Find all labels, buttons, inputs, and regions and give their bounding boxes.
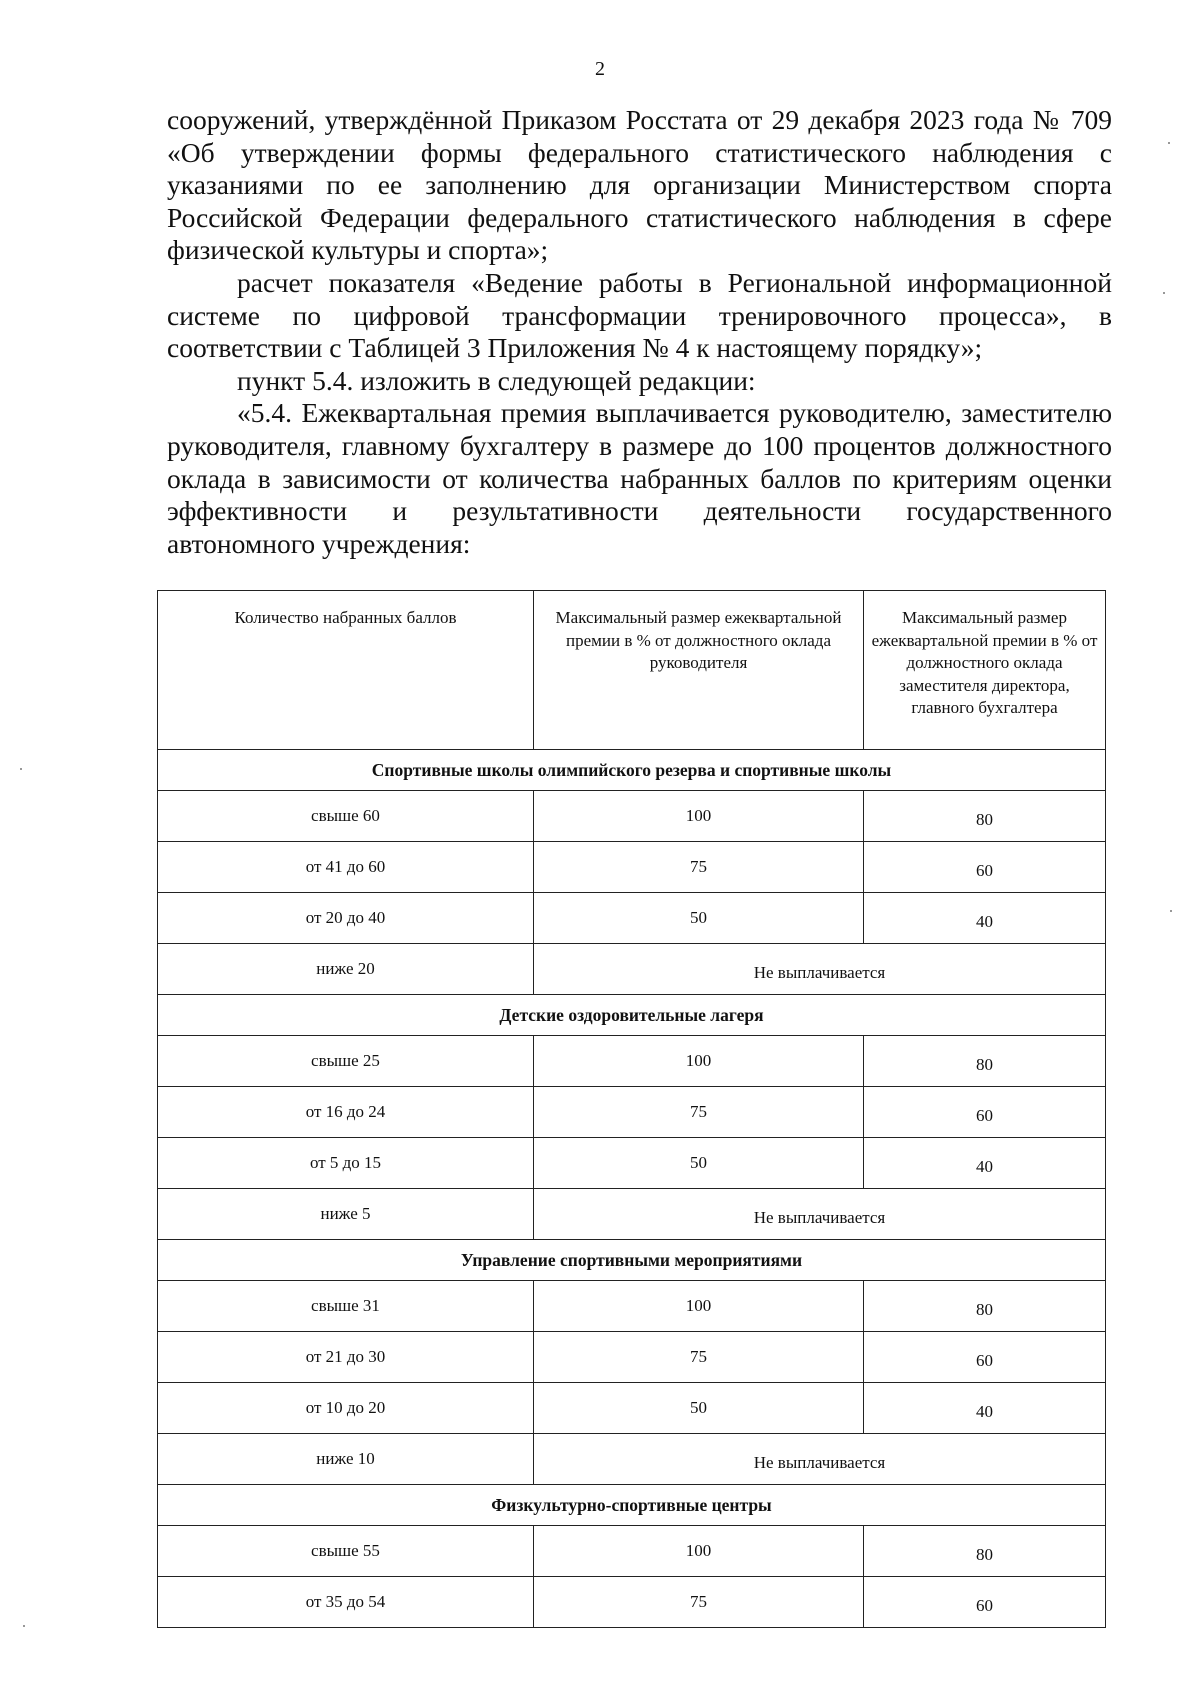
deputy-premium-cell: 80 [864,791,1106,842]
head-premium-cell: 100 [534,1281,864,1332]
table-row [158,1138,1106,1189]
scan-speck [1170,910,1172,912]
table-row [158,1383,1106,1434]
points-cell: свыше 55 [158,1526,534,1577]
deputy-premium-cell: 60 [864,1332,1106,1383]
head-premium-cell: 75 [534,1577,864,1628]
not-paid-cell: Не выплачивается [534,1434,1106,1485]
scan-speck [20,768,22,770]
head-premium-cell: 50 [534,1138,864,1189]
head-premium-cell: 100 [534,791,864,842]
section-title: Управление спортивными мероприятиями [158,1240,1106,1281]
section-title: Спортивные школы олимпийского резерва и спортивные школы [158,750,1106,791]
paragraph-indicator-calculation: расчет показателя «Ведение работы в Региональной информационной системе по цифровой трансформации тренировочного процесса», в соответствии с Таблицей 3 Приложения № 4 к настоящему порядку»; [167,266,1112,364]
not-paid-cell: Не выплачивается [534,944,1106,995]
paragraph-item-5-4-intro: пункт 5.4. изложить в следующей редакции: [237,364,756,396]
head-premium-cell: 100 [534,1036,864,1087]
points-cell: от 20 до 40 [158,893,534,944]
deputy-premium-cell: 80 [864,1281,1106,1332]
points-cell: свыше 60 [158,791,534,842]
points-cell: свыше 25 [158,1036,534,1087]
scan-speck [1163,292,1165,294]
table-row [158,1036,1106,1087]
table-row [158,1281,1106,1332]
header-points: Количество набранных баллов [158,591,534,750]
points-cell: от 16 до 24 [158,1087,534,1138]
points-cell: от 10 до 20 [158,1383,534,1434]
not-paid-cell: Не выплачивается [534,1189,1106,1240]
section-row [158,1485,1106,1526]
points-cell: от 5 до 15 [158,1138,534,1189]
deputy-premium-cell: 60 [864,1087,1106,1138]
table-row [158,791,1106,842]
head-premium-cell: 75 [534,1087,864,1138]
table-row [158,1087,1106,1138]
deputy-premium-cell: 40 [864,1383,1106,1434]
table-header-row [158,591,1106,750]
section-title: Физкультурно-спортивные центры [158,1485,1106,1526]
deputy-premium-cell: 40 [864,1138,1106,1189]
table-row [158,842,1106,893]
section-row [158,995,1106,1036]
points-cell: от 35 до 54 [158,1577,534,1628]
points-cell: ниже 5 [158,1189,534,1240]
deputy-premium-cell: 40 [864,893,1106,944]
points-cell: ниже 20 [158,944,534,995]
points-cell: от 21 до 30 [158,1332,534,1383]
head-premium-cell: 75 [534,842,864,893]
table-row [158,1189,1106,1240]
table-row [158,893,1106,944]
header-deputy-premium: Максимальный размер ежеквартальной премии в % от должностного оклада заместителя директора, главного бухгалтера [864,591,1106,750]
head-premium-cell: 75 [534,1332,864,1383]
section-row [158,1240,1106,1281]
deputy-premium-cell: 80 [864,1036,1106,1087]
head-premium-cell: 100 [534,1526,864,1577]
deputy-premium-cell: 60 [864,1577,1106,1628]
table-row [158,1434,1106,1485]
scan-speck [1168,142,1170,144]
table-row [158,1577,1106,1628]
scan-speck [23,1625,25,1627]
page-number: 2 [595,58,605,80]
table-row [158,944,1106,995]
deputy-premium-cell: 80 [864,1526,1106,1577]
header-head-premium: Максимальный размер ежеквартальной премии в % от должностного оклада руководителя [534,591,864,750]
head-premium-cell: 50 [534,893,864,944]
points-cell: свыше 31 [158,1281,534,1332]
table-row [158,1332,1106,1383]
points-cell: ниже 10 [158,1434,534,1485]
deputy-premium-cell: 60 [864,842,1106,893]
paragraph-continuation: сооружений, утверждённой Приказом Росстата от 29 декабря 2023 года № 709 «Об утверждении формы федерального статистического наблюдения с указаниями по ее заполнению для организации Министерством спорта Российской Федерации федерального статистического наблюдения в сфере физической культуры и спорта»; [167,104,1112,266]
section-row [158,750,1106,791]
document-body [167,104,1112,560]
points-cell: от 41 до 60 [158,842,534,893]
premium-table [157,590,1106,1628]
table-row [158,1526,1106,1577]
paragraph-item-5-4: «5.4. Ежеквартальная премия выплачивается руководителю, заместителю руководителя, главному бухгалтеру в размере до 100 процентов должностного оклада в зависимости от количества набранных баллов по критериям оценки эффективности и результативности деятельности государственного автономного учреждения: [167,397,1112,559]
section-title: Детские оздоровительные лагеря [158,995,1106,1036]
head-premium-cell: 50 [534,1383,864,1434]
